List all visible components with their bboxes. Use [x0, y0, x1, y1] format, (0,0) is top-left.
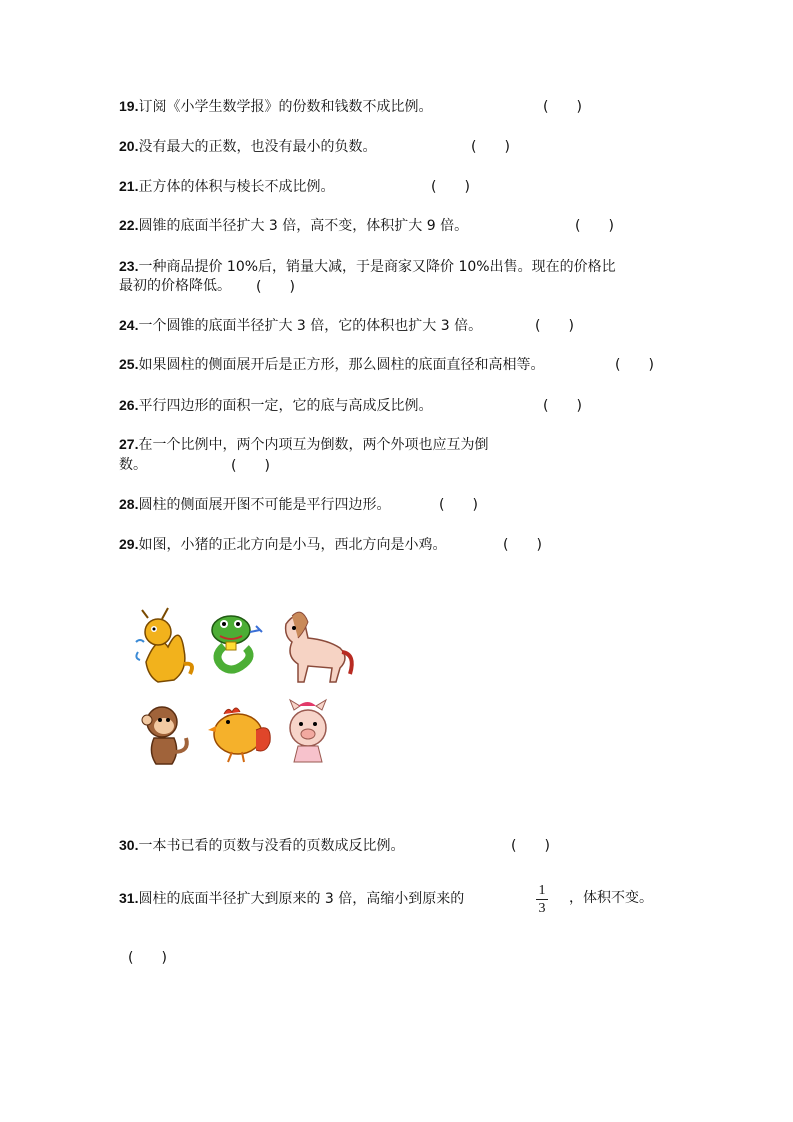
answer-blank-22[interactable]: ( ) — [575, 218, 614, 234]
answer-blank-28[interactable]: ( ) — [439, 497, 478, 513]
question-text-after-fraction: ，体积不变。 — [569, 890, 653, 906]
answer-blank-20[interactable]: ( ) — [471, 139, 510, 155]
monkey-illustration — [142, 707, 187, 764]
answer-blank-31[interactable]: ( ) — [128, 950, 167, 966]
question-text: 没有最大的正数，也没有最小的负数。 — [138, 139, 377, 155]
question-number: 28. — [119, 496, 139, 512]
question-31-tail — [569, 888, 653, 908]
question-number: 21. — [119, 178, 139, 194]
question-22 — [119, 215, 468, 236]
question-text: 如图，小猪的正北方向是小马，西北方向是小鸡。 — [138, 537, 447, 553]
question-text: 一个圆锥的底面半径扩大 3 倍，它的体积也扩大 3 倍。 — [138, 318, 483, 334]
answer-blank-29[interactable]: ( ) — [503, 537, 542, 553]
question-text-continued: 数。 — [119, 457, 147, 473]
question-text: 订阅《小学生数学报》的份数和钱数不成比例。 — [138, 99, 433, 115]
question-text: 一本书已看的页数与没看的页数成反比例。 — [138, 838, 405, 854]
question-text: 圆柱的底面半径扩大到原来的 3 倍，高缩小到原来的 — [138, 891, 465, 907]
question-28 — [119, 494, 390, 515]
answer-blank-21[interactable]: ( ) — [431, 179, 470, 195]
question-31 — [119, 888, 464, 909]
question-text: 如果圆柱的侧面展开后是正方形，那么圆柱的底面直径和高相等。 — [138, 357, 545, 373]
question-23-line2 — [119, 276, 231, 296]
question-21 — [119, 176, 334, 197]
question-30 — [119, 835, 404, 856]
question-26 — [119, 395, 432, 416]
answer-blank-25[interactable]: ( ) — [615, 357, 654, 373]
question-19 — [119, 96, 432, 117]
answer-blank-27[interactable]: ( ) — [231, 458, 270, 474]
question-text: 圆锥的底面半径扩大 3 倍，高不变，体积扩大 9 倍。 — [138, 218, 469, 234]
answer-blank-26[interactable]: ( ) — [543, 398, 582, 414]
question-text: 平行四边形的面积一定，它的底与高成反比例。 — [138, 398, 433, 414]
animal-figure — [128, 602, 358, 774]
question-text-continued: 最初的价格降低。 — [119, 278, 231, 294]
question-25 — [119, 354, 544, 375]
question-number: 20. — [119, 138, 139, 154]
question-number: 23. — [119, 258, 139, 274]
question-number: 26. — [119, 397, 139, 413]
question-24 — [119, 315, 482, 336]
question-number: 22. — [119, 217, 139, 233]
question-27-line2 — [119, 455, 147, 475]
question-number: 30. — [119, 837, 139, 853]
answer-blank-19[interactable]: ( ) — [543, 99, 582, 115]
question-27 — [119, 434, 488, 455]
question-text: 圆柱的侧面展开图不可能是平行四边形。 — [138, 497, 391, 513]
pig-illustration — [290, 700, 326, 762]
question-number: 24. — [119, 317, 139, 333]
question-text: 一种商品提价 10%后，销量大减，于是商家又降价 10%出售。现在的价格比 — [138, 259, 616, 275]
answer-blank-24[interactable]: ( ) — [535, 318, 574, 334]
answer-blank-30[interactable]: ( ) — [511, 838, 550, 854]
answer-blank-23[interactable]: ( ) — [256, 279, 295, 295]
dragon-illustration — [136, 608, 192, 682]
horse-illustration — [286, 612, 352, 682]
fraction-numerator: 1 — [538, 883, 546, 898]
question-text: 在一个比例中，两个内项互为倒数，两个外项也应互为倒 — [138, 437, 489, 453]
question-29 — [119, 534, 446, 555]
chicken-illustration — [208, 708, 270, 762]
question-text: 正方体的体积与棱长不成比例。 — [138, 179, 335, 195]
fraction-one-third — [536, 883, 548, 916]
question-20 — [119, 136, 376, 157]
question-23 — [119, 256, 616, 277]
question-number: 19. — [119, 98, 139, 114]
fraction-bar — [536, 899, 548, 900]
fraction-denominator: 3 — [538, 901, 546, 916]
question-number: 25. — [119, 356, 139, 372]
question-number: 29. — [119, 536, 139, 552]
question-number: 27. — [119, 436, 139, 452]
snake-illustration — [212, 616, 262, 670]
question-number: 31. — [119, 890, 139, 906]
